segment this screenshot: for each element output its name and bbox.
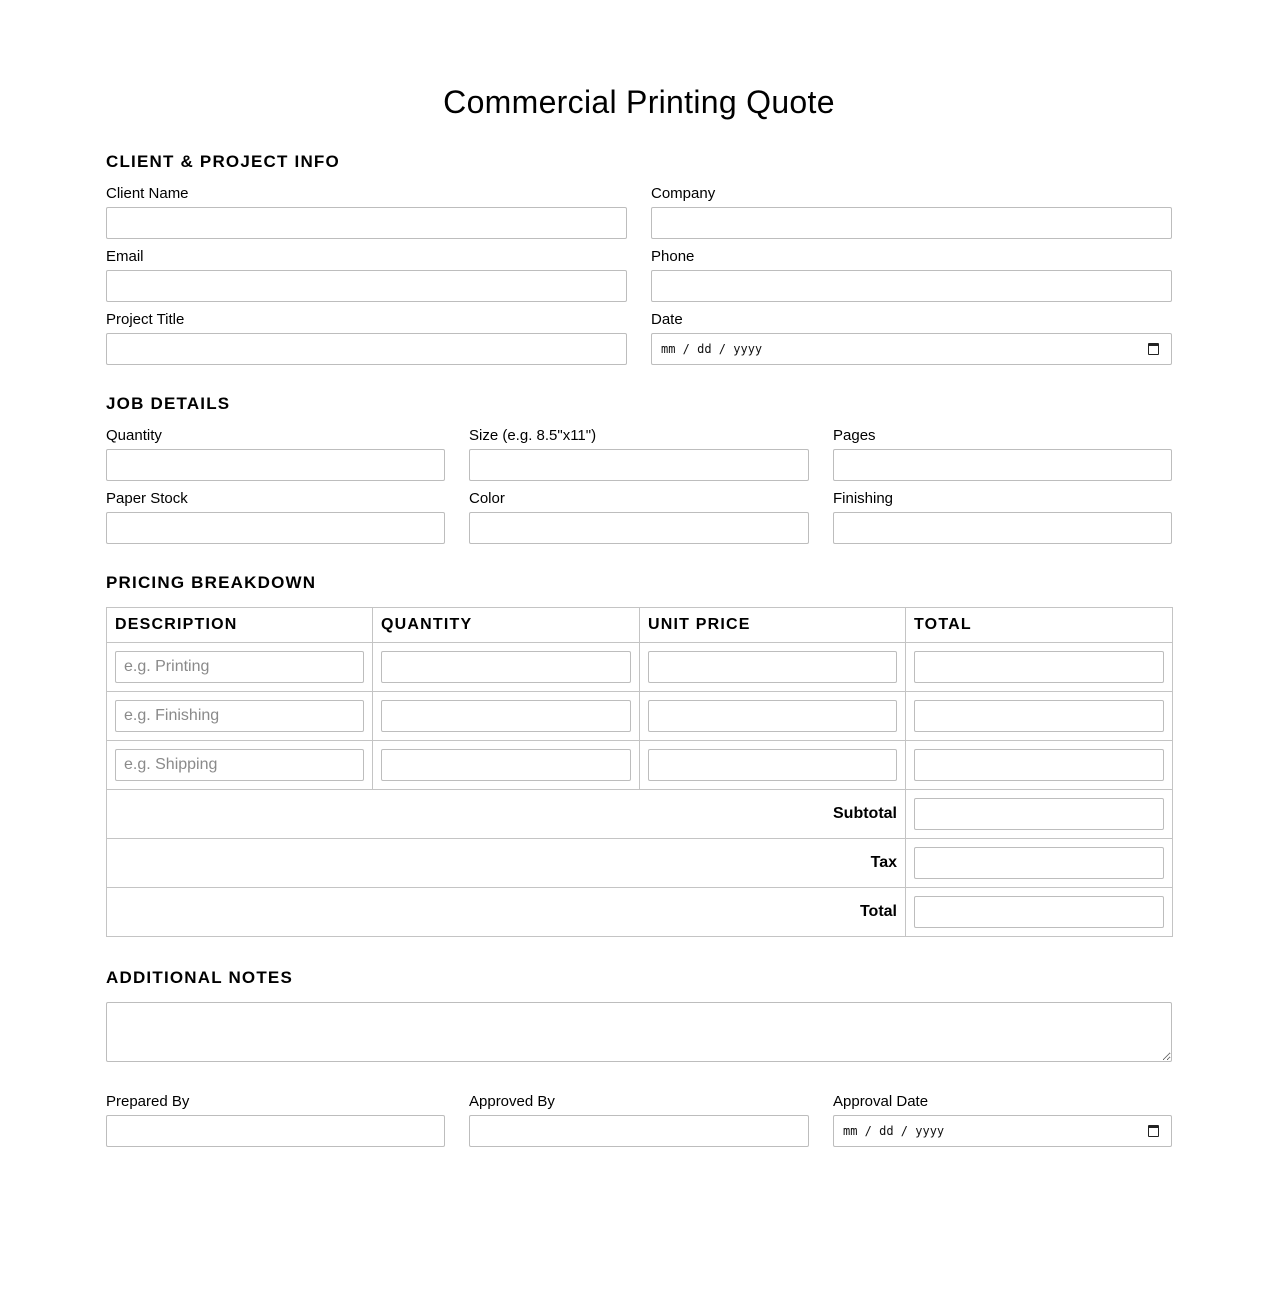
email-label: Email bbox=[106, 248, 144, 265]
date-placeholder: mm / dd / yyyy bbox=[661, 342, 763, 356]
prepared-by-input[interactable] bbox=[106, 1115, 445, 1147]
description-input[interactable] bbox=[115, 700, 364, 732]
quantity-cell-input[interactable] bbox=[381, 749, 631, 781]
pages-field bbox=[833, 427, 1172, 481]
column-header-quantity: QUANTITY bbox=[373, 608, 640, 643]
approval-date-input[interactable] bbox=[833, 1115, 1172, 1147]
approved-by-field bbox=[469, 1093, 809, 1147]
color-field bbox=[469, 490, 809, 544]
description-input[interactable] bbox=[115, 651, 364, 683]
size-label: Size (e.g. 8.5"x11") bbox=[469, 427, 597, 444]
table-row bbox=[107, 643, 1173, 692]
tax-row bbox=[107, 839, 1173, 888]
pricing-table bbox=[106, 607, 1173, 937]
unit-price-input[interactable] bbox=[648, 700, 897, 732]
paper-stock-input[interactable] bbox=[106, 512, 445, 544]
grand-total-label: Total bbox=[107, 888, 906, 937]
date-field bbox=[651, 311, 1172, 365]
line-total-input[interactable] bbox=[914, 700, 1164, 732]
page-title: Commercial Printing Quote bbox=[443, 84, 835, 120]
size-field bbox=[469, 427, 809, 481]
pages-input[interactable] bbox=[833, 449, 1172, 481]
grand-total-row bbox=[107, 888, 1173, 937]
section-title-pricing: PRICING BREAKDOWN bbox=[106, 573, 317, 592]
color-input[interactable] bbox=[469, 512, 809, 544]
subtotal-label: Subtotal bbox=[107, 790, 906, 839]
notes-textarea[interactable] bbox=[106, 1002, 1172, 1062]
column-header-description: DESCRIPTION bbox=[107, 608, 373, 643]
approval-date-field bbox=[833, 1093, 1172, 1147]
section-title-notes: ADDITIONAL NOTES bbox=[106, 968, 294, 987]
project-title-label: Project Title bbox=[106, 311, 185, 328]
prepared-by-label: Prepared By bbox=[106, 1093, 190, 1110]
tax-input[interactable] bbox=[914, 847, 1164, 879]
finishing-field bbox=[833, 490, 1172, 544]
column-header-unit-price: UNIT PRICE bbox=[640, 608, 906, 643]
company-field bbox=[651, 185, 1172, 239]
quantity-label: Quantity bbox=[106, 427, 162, 444]
section-title-job: JOB DETAILS bbox=[106, 394, 231, 413]
company-input[interactable] bbox=[651, 207, 1172, 239]
client-name-field bbox=[106, 185, 627, 239]
unit-price-input[interactable] bbox=[648, 749, 897, 781]
grand-total-input[interactable] bbox=[914, 896, 1164, 928]
approval-date-placeholder: mm / dd / yyyy bbox=[843, 1124, 945, 1138]
section-title-client: CLIENT & PROJECT INFO bbox=[106, 152, 340, 171]
calendar-icon[interactable] bbox=[1148, 343, 1159, 355]
line-total-input[interactable] bbox=[914, 651, 1164, 683]
description-input[interactable] bbox=[115, 749, 364, 781]
table-row bbox=[107, 741, 1173, 790]
project-title-input[interactable] bbox=[106, 333, 627, 365]
column-header-total: TOTAL bbox=[906, 608, 1173, 643]
approved-by-label: Approved By bbox=[469, 1093, 555, 1110]
phone-label: Phone bbox=[651, 248, 695, 265]
approved-by-input[interactable] bbox=[469, 1115, 809, 1147]
size-input[interactable] bbox=[469, 449, 809, 481]
line-total-input[interactable] bbox=[914, 749, 1164, 781]
email-input[interactable] bbox=[106, 270, 627, 302]
email-field bbox=[106, 248, 627, 302]
phone-field bbox=[651, 248, 1172, 302]
client-name-label: Client Name bbox=[106, 185, 189, 202]
subtotal-input[interactable] bbox=[914, 798, 1164, 830]
approval-date-label: Approval Date bbox=[833, 1093, 929, 1110]
phone-input[interactable] bbox=[651, 270, 1172, 302]
project-title-field bbox=[106, 311, 627, 365]
table-row bbox=[107, 692, 1173, 741]
paper-stock-label: Paper Stock bbox=[106, 490, 188, 507]
pricing-header-row bbox=[107, 608, 1173, 643]
quantity-input[interactable] bbox=[106, 449, 445, 481]
pages-label: Pages bbox=[833, 427, 876, 444]
quantity-cell-input[interactable] bbox=[381, 651, 631, 683]
paper-stock-field bbox=[106, 490, 445, 544]
unit-price-input[interactable] bbox=[648, 651, 897, 683]
calendar-icon[interactable] bbox=[1148, 1125, 1159, 1137]
client-name-input[interactable] bbox=[106, 207, 627, 239]
quantity-cell-input[interactable] bbox=[381, 700, 631, 732]
date-label: Date bbox=[651, 311, 683, 328]
tax-label: Tax bbox=[107, 839, 906, 888]
prepared-by-field bbox=[106, 1093, 445, 1147]
finishing-input[interactable] bbox=[833, 512, 1172, 544]
date-input[interactable] bbox=[651, 333, 1172, 365]
subtotal-row bbox=[107, 790, 1173, 839]
finishing-label: Finishing bbox=[833, 490, 894, 507]
color-label: Color bbox=[469, 490, 505, 507]
company-label: Company bbox=[651, 185, 716, 202]
quantity-field bbox=[106, 427, 445, 481]
